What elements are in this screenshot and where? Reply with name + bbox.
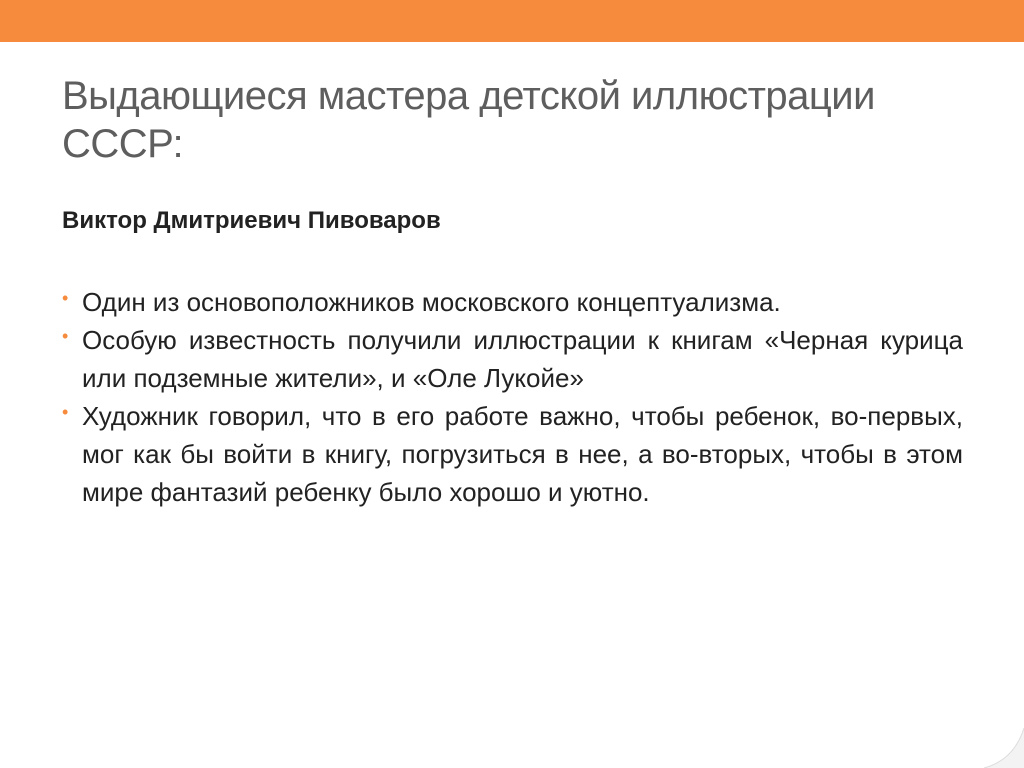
bullet-list (62, 283, 963, 511)
page-curl-icon (984, 728, 1024, 768)
author-name: Виктор Дмитриевич Пивоваров (62, 207, 441, 234)
list-item (62, 321, 963, 397)
slide-title: Выдающиеся мастера детской иллюстрации СССР: (62, 74, 875, 166)
bullet-text: Художник говорил, что в его работе важно, чтобы ребенок, во-первых, мог как бы войти в книгу, погрузиться в нее, а во-вторых, чтобы в этом мире фантазий ребенку было хорошо и уютно. (82, 401, 963, 507)
top-accent-bar (0, 0, 1024, 42)
bullet-dot-icon: • (62, 326, 69, 346)
bullet-dot-icon: • (62, 288, 69, 308)
list-item (62, 283, 963, 321)
bullet-text: Особую известность получили иллюстрации к книгам «Черная курица или подземные жители», и «Оле Лукойе» (82, 325, 963, 393)
bullet-text: Один из основоположников московского концептуализма. (82, 287, 781, 317)
list-item (62, 397, 963, 511)
bullet-dot-icon: • (62, 402, 69, 422)
